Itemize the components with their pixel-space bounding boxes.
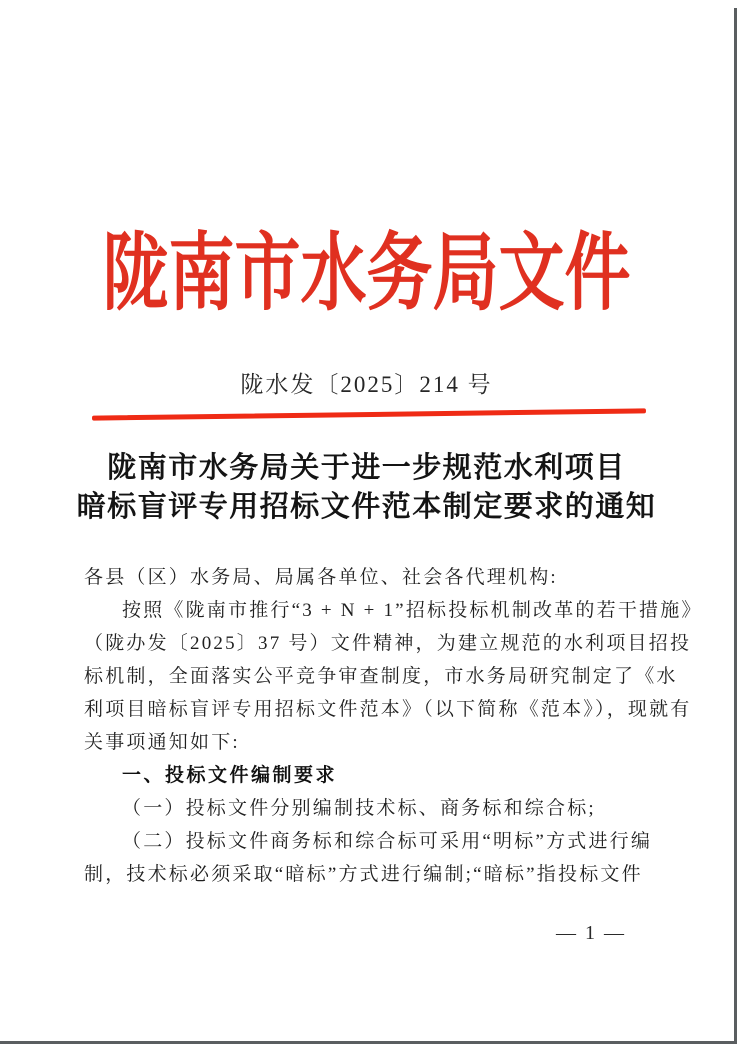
page-number: — 1 —	[556, 922, 626, 944]
body-line: 制，技术标必须采取“暗标”方式进行编制;“暗标”指投标文件	[84, 864, 643, 885]
body-line: （二）投标文件商务标和综合标可采用“明标”方式进行编	[122, 831, 653, 852]
document-body	[84, 561, 703, 891]
document-header-title	[0, 225, 733, 325]
body-line: （一）投标文件分别编制技术标、商务标和综合标;	[122, 798, 596, 819]
body-section-heading: 一、投标文件编制要求	[122, 765, 338, 786]
header-title-text: 陇南市水务局文件	[102, 227, 631, 322]
body-line: 各县（区）水务局、局属各单位、社会各代理机构:	[84, 567, 558, 588]
document-title-line2: 暗标盲评专用招标文件范本制定要求的通知	[76, 491, 657, 523]
document-title	[0, 449, 733, 527]
document-title-line1: 陇南市水务局关于进一步规范水利项目	[107, 452, 626, 484]
body-line: 标机制，全面落实公平竞争审查制度，市水务局研究制定了《水	[84, 666, 678, 687]
body-line: 关事项通知如下:	[84, 732, 240, 753]
red-divider-line	[92, 408, 646, 420]
body-line: 按照《陇南市推行“3 + N + 1”招标投标机制改革的若干措施》	[122, 600, 703, 621]
body-line: 利项目暗标盲评专用招标文件范本》（以下简称《范本》），现就有	[84, 699, 692, 720]
document-number: 陇水发〔2025〕214 号	[240, 372, 493, 397]
body-line: （陇办发〔2025〕37 号）文件精神，为建立规范的水利项目招投	[84, 633, 692, 654]
